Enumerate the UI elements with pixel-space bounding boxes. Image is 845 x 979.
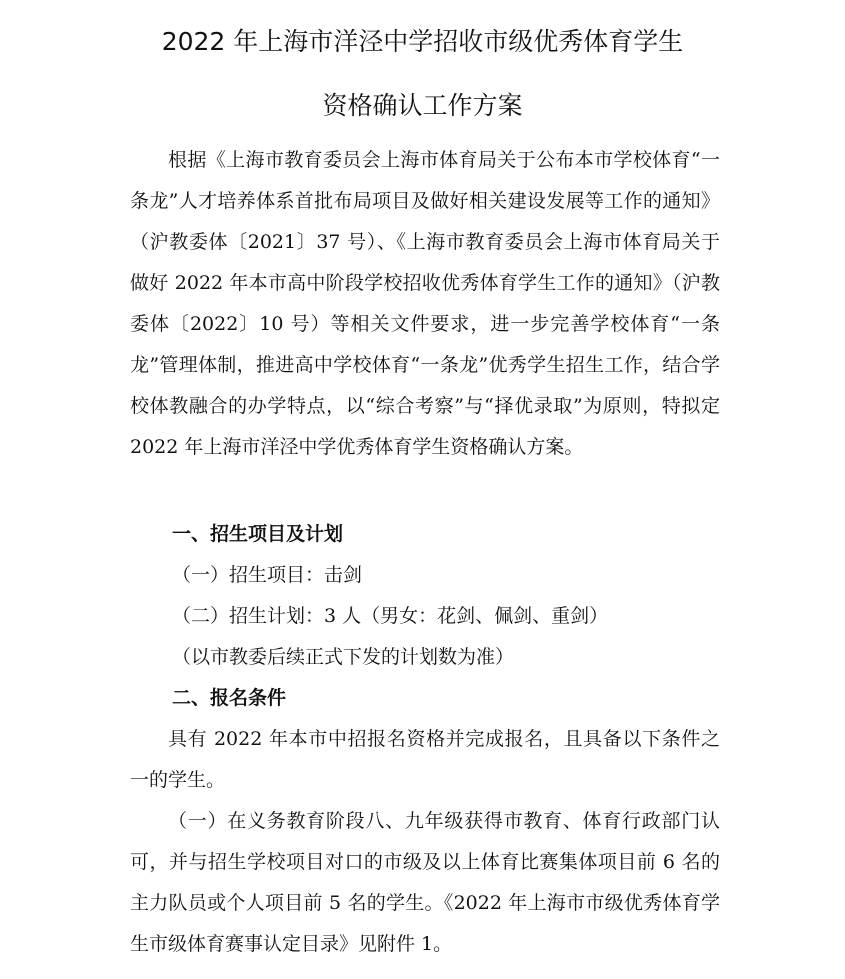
eligibility-paragraph: 具有 2022 年本市中招报名资格并完成报名，且具备以下条件之一的学生。 (130, 728, 720, 791)
section-1-heading: 一、招生项目及计划 (172, 523, 344, 545)
recruit-plan-note: （以市教委后续正式下发的计划数为准） (172, 646, 515, 668)
document-title-line-1: 2022 年上海市洋泾中学招收市级优秀体育学生 (161, 27, 684, 56)
intro-paragraph: 根据《上海市教育委员会上海市体育局关于公布本市学校体育“一条龙”人才培养体系首批布局项目及做好相关建设发展等工作的通知》（沪教委体〔2021〕37 号）、《上海市教育委员会上海市体育局关于做好 2022 年本市高中阶段学校招收优秀体育学生工作的通知》（沪教委体〔2022〕10 号）等相关文件要求，进一步完善学校体育“一条龙”管理体制，推进高中学校体育“一条龙”优秀学生招生工作，结合学校体教融合的办学特点，以“综合考察”与“择优录取”为原则，特拟定 2022 年上海市洋泾中学优秀体育学生资格确认方案。 (130, 149, 720, 458)
recruit-project-item: （一）招生项目：击剑 (172, 564, 363, 586)
recruit-plan-item: （二）招生计划：3 人（男女：花剑、佩剑、重剑） (172, 605, 609, 627)
section-2-heading: 二、报名条件 (172, 687, 287, 709)
document-title-line-2: 资格确认工作方案 (322, 91, 523, 120)
eligibility-condition-1: （一）在义务教育阶段八、九年级获得市教育、体育行政部门认可，并与招生学校项目对口的市级及以上体育比赛集体项目前 6 名的主力队员或个人项目前 5 名的学生。《2022 年上海市市级优秀体育学生市级体育赛事认定目录》见附件 1。 (130, 810, 720, 955)
